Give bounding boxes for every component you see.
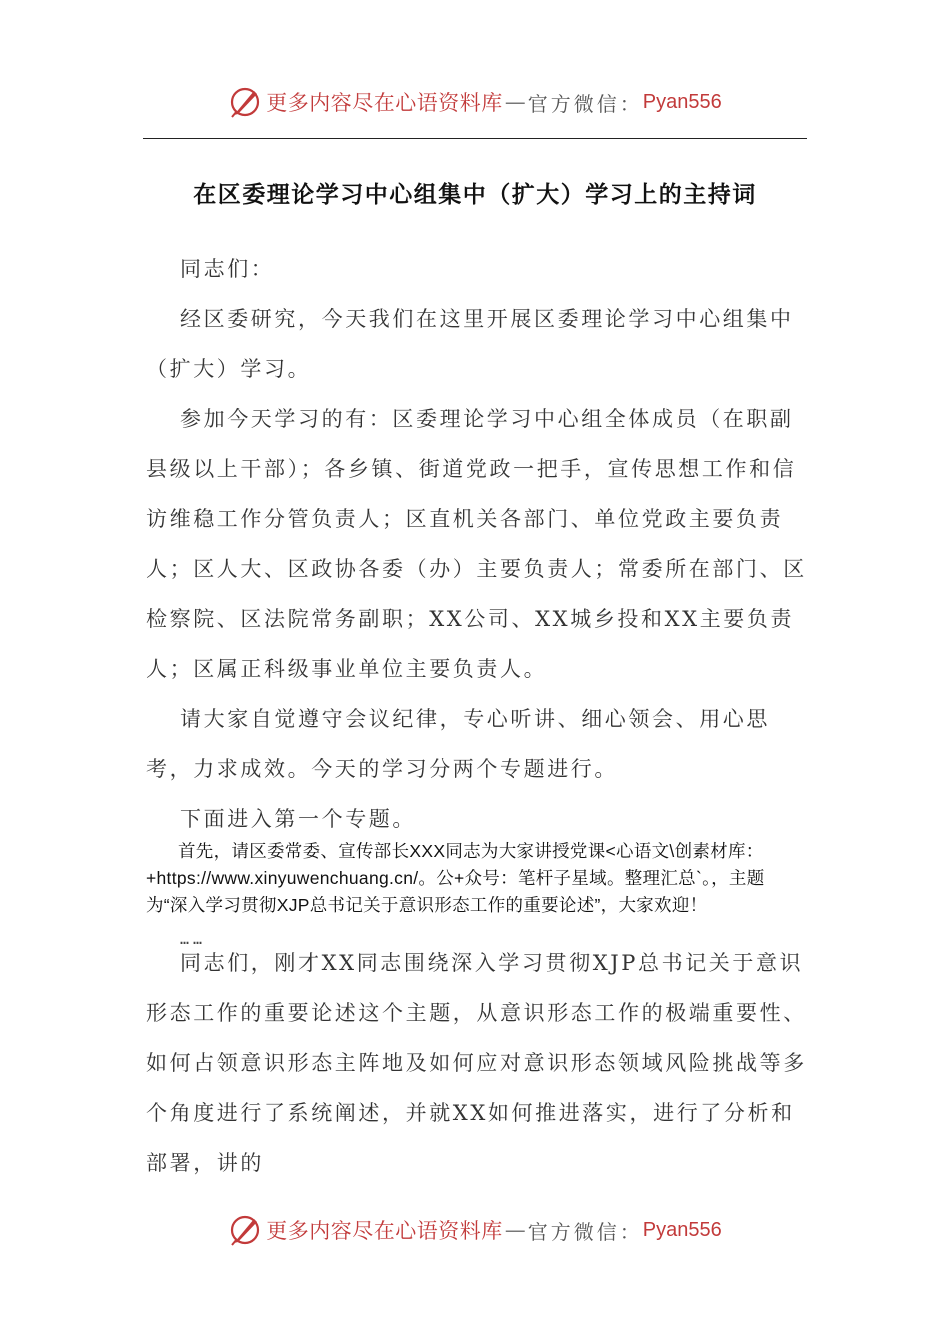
quill-logo-icon — [228, 1213, 262, 1247]
paragraph: 下面进入第一个专题。 — [180, 807, 416, 831]
banner-wechat-id: Pyan556 — [642, 1218, 722, 1241]
paragraph: 参加今天学习的有：区委理论学习中心组全体成员（在职副县级以上干部）；各乡镇、街道党政一把手，宣传思想工作和信访维稳工作分管负责人；区直机关各部门、单位党政主要负责人；区人大、区政协各委（办）主要负责人；常委所在部门、区检察院、区法院常务副职；XX公司、XX城乡投和XX主要负责人；区属正科级事业单位主要负责人。 — [146, 407, 807, 681]
header-divider — [143, 138, 807, 139]
paragraph-salutation: 同志们： — [180, 257, 275, 281]
quill-logo-icon — [228, 85, 262, 119]
header-banner — [0, 82, 950, 122]
paragraph: 请大家自觉遵守会议纪律，专心听讲、细心领会、用心思考，力求成效。今天的学习分两个专题进行。 — [146, 707, 770, 781]
banner-dash: — — [504, 1218, 526, 1242]
paragraph: 同志们，刚才XX同志围绕深入学习贯彻XJP总书记关于意识形态工作的重要论述这个主题，从意识形态工作的极端重要性、如何占领意识形态主阵地及如何应对意识形态领域风险挑战等多个角度进行了系统阐述，并就XX如何推进落实，进行了分析和部署，讲的 — [146, 951, 807, 1175]
ellipsis: …… — [180, 930, 207, 948]
banner-wechat-label: 官方微信： — [527, 1219, 643, 1244]
footer-banner — [0, 1210, 950, 1250]
banner-title: 更多内容尽在心语资料库 — [266, 91, 503, 115]
banner-wechat-id: Pyan556 — [642, 90, 722, 113]
inserted-note — [146, 838, 806, 919]
banner-title: 更多内容尽在心语资料库 — [266, 1219, 503, 1243]
document-body-continued — [146, 938, 810, 1188]
banner-dash: — — [504, 90, 526, 114]
paragraph: 经区委研究，今天我们在这里开展区委理论学习中心组集中（扩大）学习。 — [146, 307, 794, 381]
page-title: 在区委理论学习中心组集中（扩大）学习上的主持词 — [193, 182, 757, 208]
document-body — [146, 244, 810, 844]
note-paragraph: 首先，请区委常委、宣传部长XXX同志为大家讲授党课<心语文\创素材库：+https://www.xinyuwenchuang.cn/。公+众号：笔杆子星域。整理汇总`。，主题为“深入学习贯彻XJP总书记关于意识形态工作的重要论述”，大家欢迎！ — [146, 841, 765, 915]
banner-wechat-label: 官方微信： — [527, 91, 643, 116]
